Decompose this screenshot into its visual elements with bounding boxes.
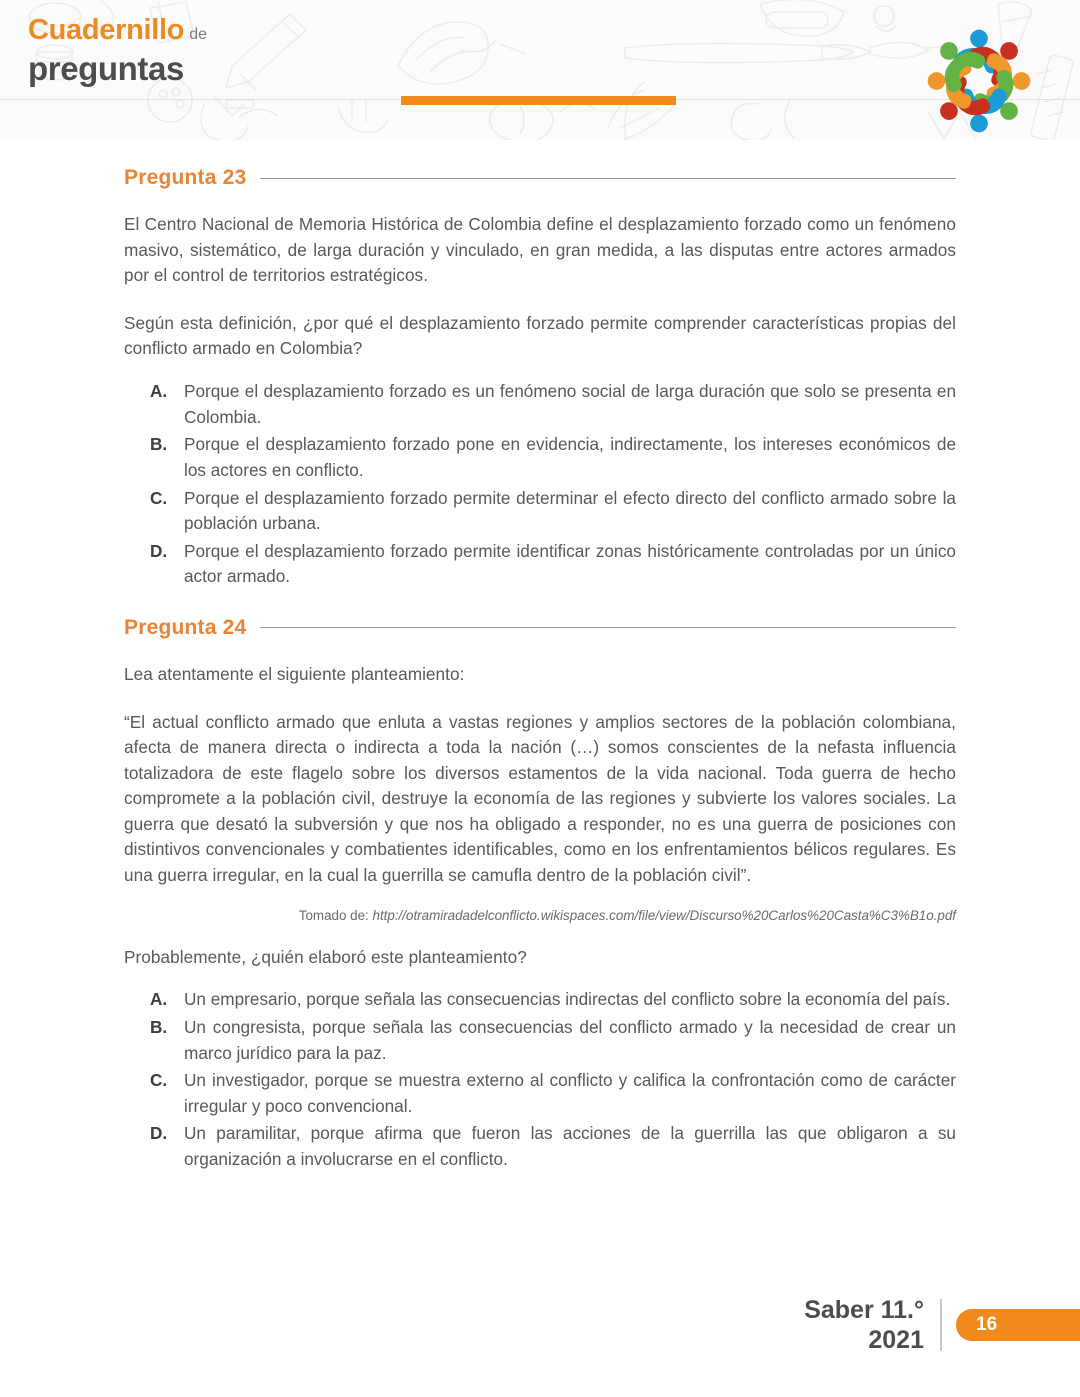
- option-a[interactable]: [150, 987, 956, 1013]
- option-d-letter: D.: [150, 540, 168, 561]
- option-c[interactable]: [150, 1068, 956, 1119]
- option-d[interactable]: [150, 1121, 956, 1172]
- option-d-letter: D.: [150, 1123, 168, 1144]
- question-24-header: [124, 616, 956, 640]
- option-a-text: Porque el desplazamiento forzado es un fenómeno social de larga duración que solo se presenta en Colombia.: [184, 381, 956, 427]
- option-b-text: Un congresista, porque señala las consecuencias del conflicto armado y la necesidad de crear un marco jurídico para la paz.: [184, 1017, 956, 1063]
- question-24-rule: [260, 627, 956, 628]
- option-a-letter: A.: [150, 381, 168, 402]
- option-c[interactable]: [150, 486, 956, 537]
- option-d[interactable]: [150, 539, 956, 590]
- option-a-letter: A.: [150, 989, 168, 1010]
- option-b[interactable]: [150, 432, 956, 483]
- option-c-letter: C.: [150, 487, 168, 508]
- brand-cuadernillo: Cuadernillo: [28, 14, 185, 46]
- icfes-people-circle-logo: [920, 22, 1038, 140]
- brand-de: de: [189, 26, 208, 43]
- option-c-text: Porque el desplazamiento forzado permite determinar el efecto directo del conflicto armado sobre la población urbana.: [184, 487, 956, 534]
- footer-divider: [940, 1299, 942, 1351]
- page-header: [0, 0, 1080, 140]
- brand-preguntas: preguntas: [28, 50, 184, 87]
- option-c-letter: C.: [150, 1070, 168, 1091]
- footer-exam-info: [804, 1295, 940, 1355]
- question-23-title: Pregunta 23: [124, 166, 247, 189]
- question-24-options: [124, 987, 956, 1172]
- question-24-source: [124, 907, 956, 925]
- question-23-rule: [260, 178, 956, 179]
- question-24-instruction: Lea atentamente el siguiente planteamiento:: [124, 663, 465, 684]
- page-number: 16: [976, 1314, 998, 1335]
- question-23-paragraph-1: El Centro Nacional de Memoria Histórica de Colombia define el desplazamiento forzado como un fenómeno masivo, sistemático, de larga duración y vinculado, en gran medida, a las disputas entre actores armados por el control de territorios estratégicos.: [124, 214, 956, 286]
- option-a-text: Un empresario, porque señala las consecuencias indirectas del conflicto sobre la economía del país.: [184, 989, 951, 1010]
- option-d-text: Un paramilitar, porque afirma que fueron las acciones de la guerrilla las que obligaron a su organización a involucrarse en el conflicto.: [184, 1123, 956, 1169]
- question-23-header: [124, 166, 956, 190]
- option-b-text: Porque el desplazamiento forzado pone en evidencia, indirectamente, los intereses económicos de los actores en conflicto.: [184, 434, 956, 480]
- footer-inner: [804, 1295, 1080, 1355]
- question-23-options: [124, 379, 956, 590]
- question-24-prompt: Probablemente, ¿quién elaboró este planteamiento?: [124, 946, 527, 967]
- question-24-quote: “El actual conflicto armado que enluta a vastas regiones y amplios sectores de la población colombiana, afecta de manera directa o indirecta a toda la nación (…) somos conscientes de la nefasta influencia totalizadora de este flagelo sobre los diversos estamentos de la vida nacional. Toda guerra de hecho compromete a la población civil, destruye la economía de las regiones y subvierte los valores sociales. La guerra que desató la subversión y que nos ha obligado a responder, no es una guerra de posiciones con distintivos convencionales y combatientes identificables, como en los enfrentamientos bélicos regulares. Es una guerra irregular, en la cual la guerrilla se camufla dentro de la población civil”.: [124, 711, 956, 886]
- option-b[interactable]: [150, 1015, 956, 1066]
- page-number-badge: [956, 1309, 1080, 1341]
- question-23-paragraph-2: Según esta definición, ¿por qué el desplazamiento forzado permite comprender características propias del conflicto armado en Colombia?: [124, 312, 956, 359]
- option-c-text: Un investigador, porque se muestra externo al conflicto y califica la confrontación como de carácter irregular y poco convencional.: [184, 1070, 956, 1116]
- footer-exam-name: Saber 11.°: [804, 1296, 924, 1324]
- option-b-letter: B.: [150, 1017, 168, 1038]
- source-url: http://otramiradadelconflicto.wikispaces.com/file/view/Discurso%20Carlos%20Casta%C3%B1o.pdf: [372, 907, 956, 923]
- question-content: [124, 140, 956, 1175]
- question-24-title: Pregunta 24: [124, 615, 247, 639]
- option-b-letter: B.: [150, 434, 168, 455]
- header-accent-bar: [401, 96, 676, 105]
- footer-year: 2021: [868, 1326, 924, 1354]
- option-a[interactable]: [150, 379, 956, 430]
- brand-title: [28, 16, 207, 85]
- source-label: Tomado de:: [298, 907, 369, 923]
- option-d-text: Porque el desplazamiento forzado permite identificar zonas históricamente controladas por un único actor armado.: [184, 540, 956, 587]
- page-footer: [0, 1295, 1080, 1375]
